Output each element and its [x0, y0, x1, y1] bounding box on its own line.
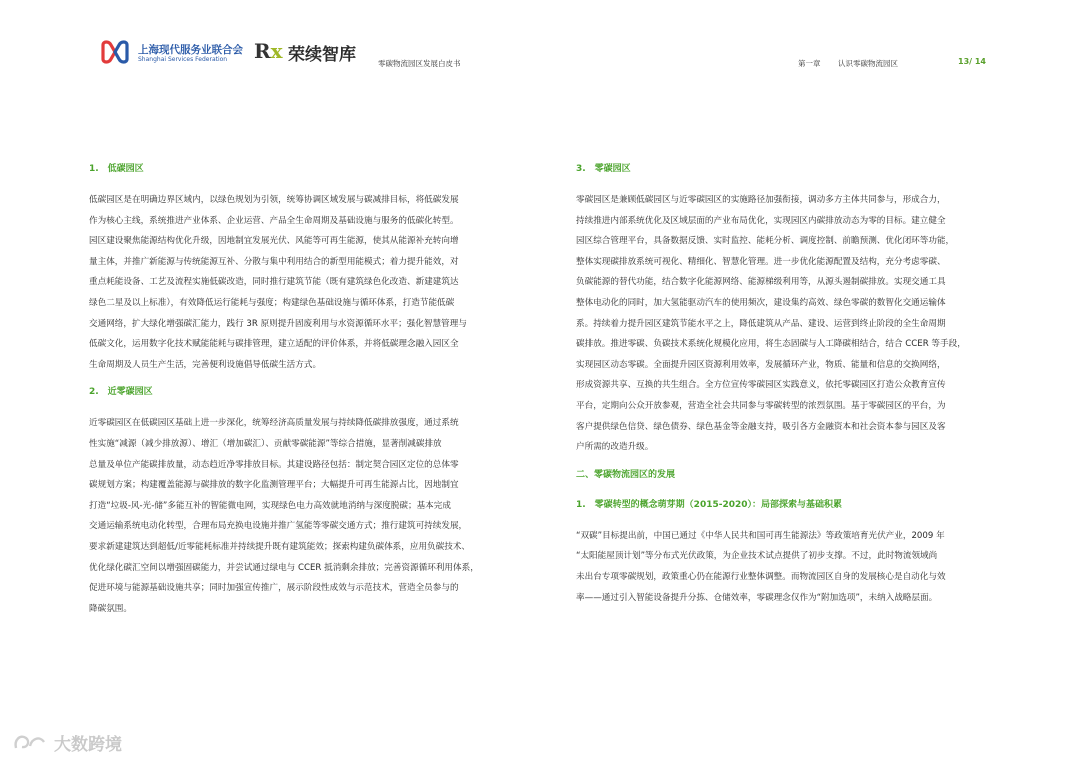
text-line: 低碳园区是在明确边界区域内，以绿色规划为引领，统筹协调区域发展与碳减排目标，将低碳发展: [89, 195, 459, 205]
text-line: 系。持续着力提升园区建筑节能水平之上，降低建筑从产品、建设、运营到终止阶段的全生命周期: [576, 318, 946, 329]
text-line: 负碳能源的替代功能，结合数字化能源网络、能源梯级利用等，从源头遏制碳排放。实现交通工具: [576, 277, 946, 288]
text-line: 交通网络，扩大绿化增强碳汇能力，践行 3R 原则提升固废利用与水资源循环水平；强化智慧管理与: [89, 318, 467, 329]
text-line: 促进环境与能源基础设施共享；同时加强宣传推广，展示阶段性成效与示范技术，营造全员参与的: [89, 583, 459, 594]
section-heading-low-carbon: 1. 低碳园区: [89, 164, 144, 174]
chapter-name: 认识零碳物流园区: [838, 59, 898, 68]
text-line: 打造“垃圾-风-光-储”多能互补的智能微电网，实现绿色电力高效就地消纳与深度脱碳；基本完成: [89, 500, 451, 511]
text-line: 交通运输系统电动化转型，合理布局充换电设施并推广氢能等零碳交通方式；推行建筑可持续发展，: [89, 521, 468, 532]
paragraph-near-zero-carbon: [89, 413, 503, 619]
text-line: 碳排放。推进零碳、负碳技术系统化规模化应用，将生态固碳与人工降碳相结合，结合 CCER 等手段，: [576, 339, 966, 350]
text-line: 整体实现碳排放系统可视化、精细化、智慧化管理。进一步优化能源配置及结构，充分考虑零碳、: [576, 256, 946, 267]
text-line: 性实施“减源（减少排放源）、增汇（增加碳汇）、贡献零碳能源”等综合措施，显著削减碳排放: [89, 438, 442, 449]
text-line: “太阳能屋顶计划”等分布式光伏政策，为企业技术试点提供了初步支撑。不过，此时物流领域尚: [576, 551, 938, 562]
text-line: 户所需的改造升级。: [576, 442, 654, 453]
text-line: 量主体，并推广新能源与传统能源互补、分散与集中利用结合的新型用能模式；着力提升能效，对: [89, 256, 459, 267]
text-line: 园区建设聚焦能源结构优化升级，因地制宜发展光伏、风能等可再生能源，使其从能源补充转向增: [89, 236, 459, 247]
text-line: 碳规划方案；构建覆盖能源与碳排放的数字化监测管理平台；大幅提升可再生能源占比，因地制宜: [89, 480, 459, 491]
text-line: 未出台专项零碳规划，政策重心仍在能源行业整体调整。而物流园区自身的发展核心是自动化与效: [576, 571, 946, 582]
text-line: 客户提供绿色信贷、绿色债券、绿色基金等金融支持，吸引各方金融资本和社会资本参与园区及客: [576, 421, 946, 432]
text-line: 优化绿化碳汇空间以增强固碳能力，并尝试通过绿电与 CCER 抵消剩余排放；完善资源循环利用体系，: [89, 562, 479, 573]
part-heading-development: 二、零碳物流园区的发展: [576, 469, 676, 480]
text-line: 重点耗能设备、工艺及流程实施低碳改造，同时推行建筑节能（既有建筑绿色化改造、新建建筑达: [89, 277, 459, 288]
rx-logo-mark: Rx: [254, 39, 283, 63]
text-line: 总量及单位产能碳排放量，动态趋近净零排放目标。其建设路径包括：制定契合园区定位的总体零: [89, 459, 459, 470]
text-line: 平台，定期向公众开放参观，营造全社会共同参与零碳转型的浓烈氛围。基于零碳园区的平台，为: [576, 400, 946, 411]
paragraph-emergence: [576, 526, 990, 608]
left-column: [89, 160, 503, 619]
text-line: 降碳氛围。: [89, 603, 132, 614]
federation-name-cn: 上海现代服务业联合会: [138, 44, 243, 56]
text-line: 零碳园区是兼顾低碳园区与近零碳园区的实施路径加强衔接，调动多方主体共同参与，形成合力，: [576, 195, 946, 205]
text-line: 要求新建建筑达到超低/近零能耗标准并持续提升既有建筑能效；探索构建负碳体系，应用负碳技术、: [89, 541, 471, 552]
shanghai-services-federation-logo: [100, 40, 243, 68]
watermark-logo-icon: [12, 732, 48, 752]
text-line: 整体电动化的同时，加大氢能驱动汽车的使用频次，建设集约高效、绿色零碳的数智化交通运输体: [576, 297, 946, 308]
document-title: 零碳物流园区发展白皮书: [378, 59, 461, 68]
paragraph-low-carbon: [89, 190, 503, 375]
page-header: [0, 36, 1080, 76]
text-line: 实现园区动态零碳。全面提升园区资源利用效率，发展循环产业，物质、能量和信息的交换网络，: [576, 359, 946, 370]
text-line: 园区综合管理平台，具备数据反馈、实时监控、能耗分析、调度控制、前瞻预测、优化闭环等功能，: [576, 236, 955, 247]
text-line: 持续推进内部系统优化及区域层面的产业布局优化，实现园区内碳排放动态为零的目标。建立健全: [576, 215, 946, 226]
text-line: 率——通过引入智能设备提升分拣、仓储效率，零碳理念仅作为“附加选项”，未纳入战略层面。: [576, 592, 938, 603]
page-number: 13/ 14: [958, 57, 986, 66]
think-tank-name: 荣续智库: [288, 45, 356, 65]
text-line: 作为核心主线，系统推进产业体系、企业运营、产品全生命周期及基础设施与服务的低碳化转型。: [89, 215, 459, 226]
subsection-heading-emergence: 1. 零碳转型的概念萌芽期（2015-2020）：局部探索与基础积累: [576, 499, 843, 510]
text-line: 近零碳园区在低碳园区基础上进一步深化，统筹经济高质量发展与持续降低碳排放强度，通过系统: [89, 418, 459, 429]
text-line: “双碳”目标提出前，中国已通过《中华人民共和国可再生能源法》等政策培育光伏产业，2009 年: [576, 530, 945, 541]
federation-name-en: Shanghai Services Federation: [138, 56, 228, 63]
right-column: [576, 160, 990, 608]
text-line: 生命周期及人员生产生活，完善便利设施倡导低碳生活方式。: [89, 359, 322, 370]
chapter-number: 第一章: [798, 59, 821, 68]
federation-logo-icon: [100, 40, 130, 66]
paragraph-zero-carbon: [576, 190, 990, 458]
section-heading-near-zero-carbon: 2. 近零碳园区: [89, 387, 153, 398]
watermark-text: 大数跨境: [54, 735, 122, 755]
text-line: 绿色二星及以上标准），有效降低运行能耗与强度；构建绿色基础设施与循环体系，打造节能低碳: [89, 297, 455, 308]
text-line: 低碳文化，运用数字化技术赋能能耗与碳排管理，建立适配的评价体系，并将低碳理念融入园区全: [89, 339, 459, 350]
section-heading-zero-carbon: 3. 零碳园区: [576, 164, 631, 174]
text-line: 形成资源共享、互换的共生组合。全方位宣传零碳园区实践意义，依托零碳园区打造公众教育宣传: [576, 380, 946, 391]
